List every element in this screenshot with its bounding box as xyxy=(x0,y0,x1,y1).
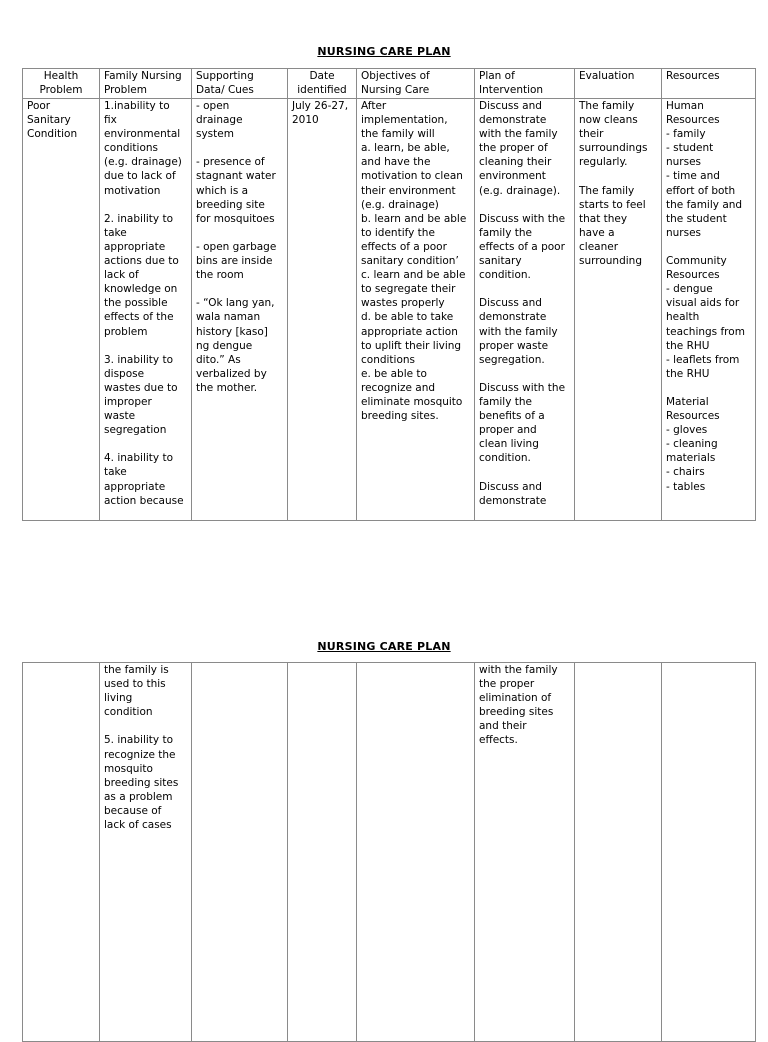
cell-objectives: After implementation, the family will a. learn, be able, and have the motivation to clean their environment (e.g. drainage) b. learn and be able to identify the effects of a poor sanitary condition’ c. learn and be able to segregate their wastes properly d. be able to take appropriate action to uplift their living conditions e. be able to recognize and eliminate mosquito breeding sites. xyxy=(357,99,475,521)
header-supporting-data: Supporting Data/ Cues xyxy=(192,69,288,99)
page-title: NURSING CARE PLAN xyxy=(317,45,451,58)
cell-family-nursing-problem: 1.inability to fix environmental conditions (e.g. drainage) due to lack of motivation 2. inability to take appropriate actions due to lack of knowledge on the possible effects of the problem 3. inability to dispose wastes due to improper waste segregation 4. inability to take appropriate action because xyxy=(100,99,192,521)
care-plan-table xyxy=(22,68,756,521)
header-resources: Resources xyxy=(662,69,756,99)
header-evaluation: Evaluation xyxy=(575,69,662,99)
cell-evaluation xyxy=(575,663,662,1042)
cell-plan-of-intervention: with the family the proper elimination of breeding sites and their effects. xyxy=(475,663,575,1042)
cell-family-nursing-problem: the family is used to this living condition 5. inability to recognize the mosquito breeding sites as a problem because of lack of cases xyxy=(100,663,192,1042)
cell-resources: Human Resources - family - student nurses - time and effort of both the family and the student nurses Community Resources - dengue visual aids for health teachings from the RHU - leaflets from the RHU Material Resources - gloves - cleaning materials - chairs - tables xyxy=(662,99,756,521)
header-date-identified: Date identified xyxy=(288,69,357,99)
header-health-problem: Health Problem xyxy=(23,69,100,99)
cell-health-problem xyxy=(23,663,100,1042)
cell-resources xyxy=(662,663,756,1042)
table-header-row xyxy=(23,69,756,99)
table-row xyxy=(23,99,756,521)
cell-plan-of-intervention: Discuss and demonstrate with the family the proper of cleaning their environment (e.g. drainage). Discuss with the family the effects of a poor sanitary condition. Discuss and demonstrate with the family proper waste segregation. Discuss with the family the benefits of a proper and clean living condition. Discuss and demonstrate xyxy=(475,99,575,521)
header-family-nursing-problem: Family Nursing Problem xyxy=(100,69,192,99)
cell-health-problem: Poor Sanitary Condition xyxy=(23,99,100,521)
table-row xyxy=(23,663,756,1042)
header-objectives: Objectives of Nursing Care xyxy=(357,69,475,99)
cell-objectives xyxy=(357,663,475,1042)
cell-supporting-data: - open drainage system - presence of stagnant water which is a breeding site for mosquitoes - open garbage bins are inside the room - “Ok lang yan, wala naman history [kaso] ng dengue dito.” As verbalized by the mother. xyxy=(192,99,288,521)
cell-date-identified: July 26-27, 2010 xyxy=(288,99,357,521)
cell-date-identified xyxy=(288,663,357,1042)
header-plan-of-intervention: Plan of Intervention xyxy=(475,69,575,99)
cell-supporting-data xyxy=(192,663,288,1042)
care-plan-table-continued xyxy=(22,662,756,1042)
cell-evaluation: The family now cleans their surroundings regularly. The family starts to feel that they have a cleaner surrounding xyxy=(575,99,662,521)
page-title-continued: NURSING CARE PLAN xyxy=(317,640,451,653)
